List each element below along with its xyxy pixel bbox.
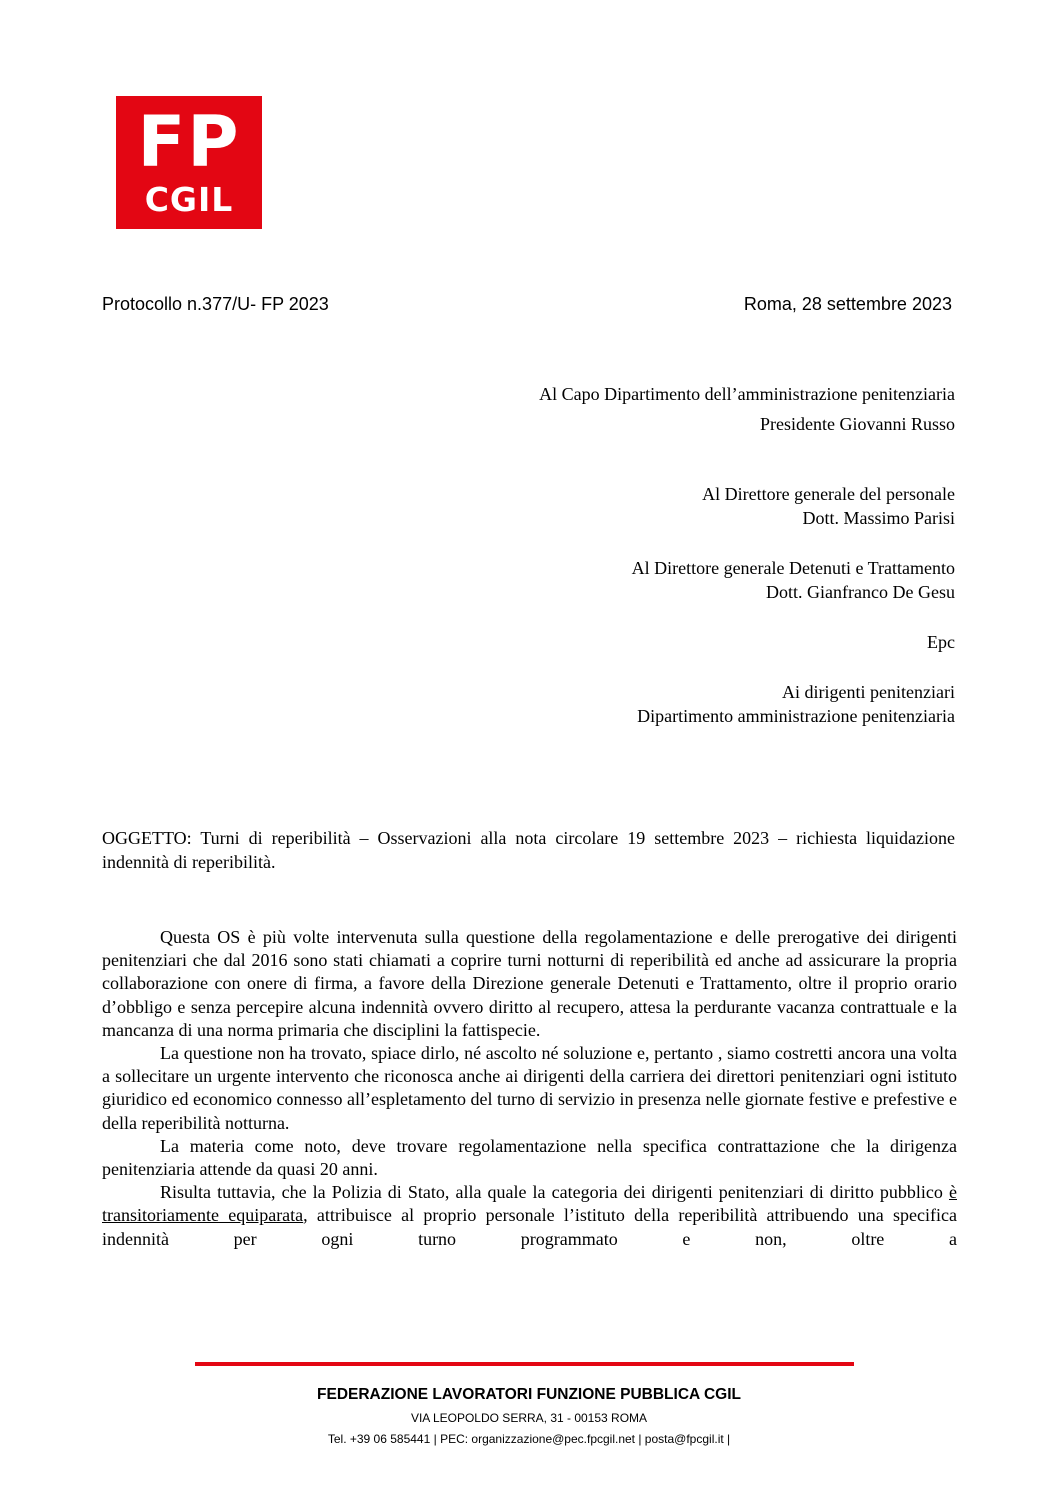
recipient-5-line1: Ai dirigenti penitenziari [782,682,955,702]
recipient-5-line2: Dipartimento amministrazione penitenziaria [637,706,955,726]
letter-date: Roma, 28 settembre 2023 [743,294,952,314]
recipient-block-3 [632,556,955,604]
body-p4-part-a: Risulta tuttavia, che la Polizia di Stato, alla quale la categoria dei dirigenti penitenziari di diritto pubblico [160,1182,949,1203]
fp-cgil-logo [116,96,262,229]
body-paragraph-3: La materia come noto, deve trovare regolamentazione nella specifica contrattazione che la dirigenza penitenziaria attende da quasi 20 anni. [102,1135,957,1180]
recipient-1-line1: Al Capo Dipartimento dell’amministrazione penitenziaria [539,384,955,404]
recipient-block-2 [702,482,955,530]
subject-line [102,826,955,874]
recipient-3-line2: Dott. Gianfranco De Gesu [766,582,955,602]
recipient-epc [927,630,955,654]
protocol-number: Protocollo n.377/U- FP 2023 [102,294,329,314]
body-paragraph-4 [102,1181,957,1251]
recipient-1-line2: Presidente Giovanni Russo [760,414,955,434]
recipient-block-1 [539,382,955,436]
recipient-2-line1: Al Direttore generale del personale [702,484,955,504]
logo-cgil-text: CGIL [144,180,234,219]
body-paragraph-2: La questione non ha trovato, spiace dirlo, né ascolto né soluzione e, pertanto , siamo costretti ancora una volta a sollecitare un urgente intervento che riconosca anche ai dirigenti della carriera dei direttori penitenziari ogni istituto giuridico ed economico connesso all’espletamento del turno di servizio in presenza nelle giornate festive e prefestive e della reperibilità notturna. [102,1043,957,1133]
letter-body [102,926,957,1251]
recipient-3-line1: Al Direttore generale Detenuti e Trattamento [631,558,955,578]
body-p4-part-b: , attribuisce al proprio personale l’istituto della reperibilità attribuendo una specifica indennità per ogni turno programmato e non, oltre a [102,1205,957,1249]
epc-label: Epc [927,632,955,652]
footer-organization: FEDERAZIONE LAVORATORI FUNZIONE PUBBLICA CGIL [317,1386,741,1403]
footer-contacts: Tel. +39 06 585441 | PEC: organizzazione@pec.fpcgil.net | posta@fpcgil.it | [327,1432,731,1446]
body-p4-underlined: è transitoriamente equiparata [102,1182,957,1226]
subject-label: OGGETTO: [102,828,192,848]
footer-address: VIA LEOPOLDO SERRA, 31 - 00153 ROMA [410,1411,648,1425]
logo-fp-text: FP [137,101,241,183]
body-paragraph-1: Questa OS è più volte intervenuta sulla questione della regolamentazione e delle prerogative dei dirigenti penitenziari che dal 2016 sono stati chiamati a coprire turni notturni di reperibilità ed anche ad assicurare la propria collaborazione con onere di firma, a favore della Direzione generale Detenuti e Trattamento, oltre il proprio orario d’obbligo e senza percepire alcuna indennità ovvero diritto al recupero, attesa la perdurante vacanza contrattuale e la mancanza di una norma primaria che disciplini la fattispecie. [102,927,957,1040]
recipient-2-line2: Dott. Massimo Parisi [802,508,955,528]
subject-text: Turni di reperibilità – Osservazioni alla nota circolare 19 settembre 2023 – richiesta liquidazione indennità di reperibilità. [102,828,955,872]
footer-divider [195,1362,854,1366]
recipient-block-5 [637,680,955,728]
